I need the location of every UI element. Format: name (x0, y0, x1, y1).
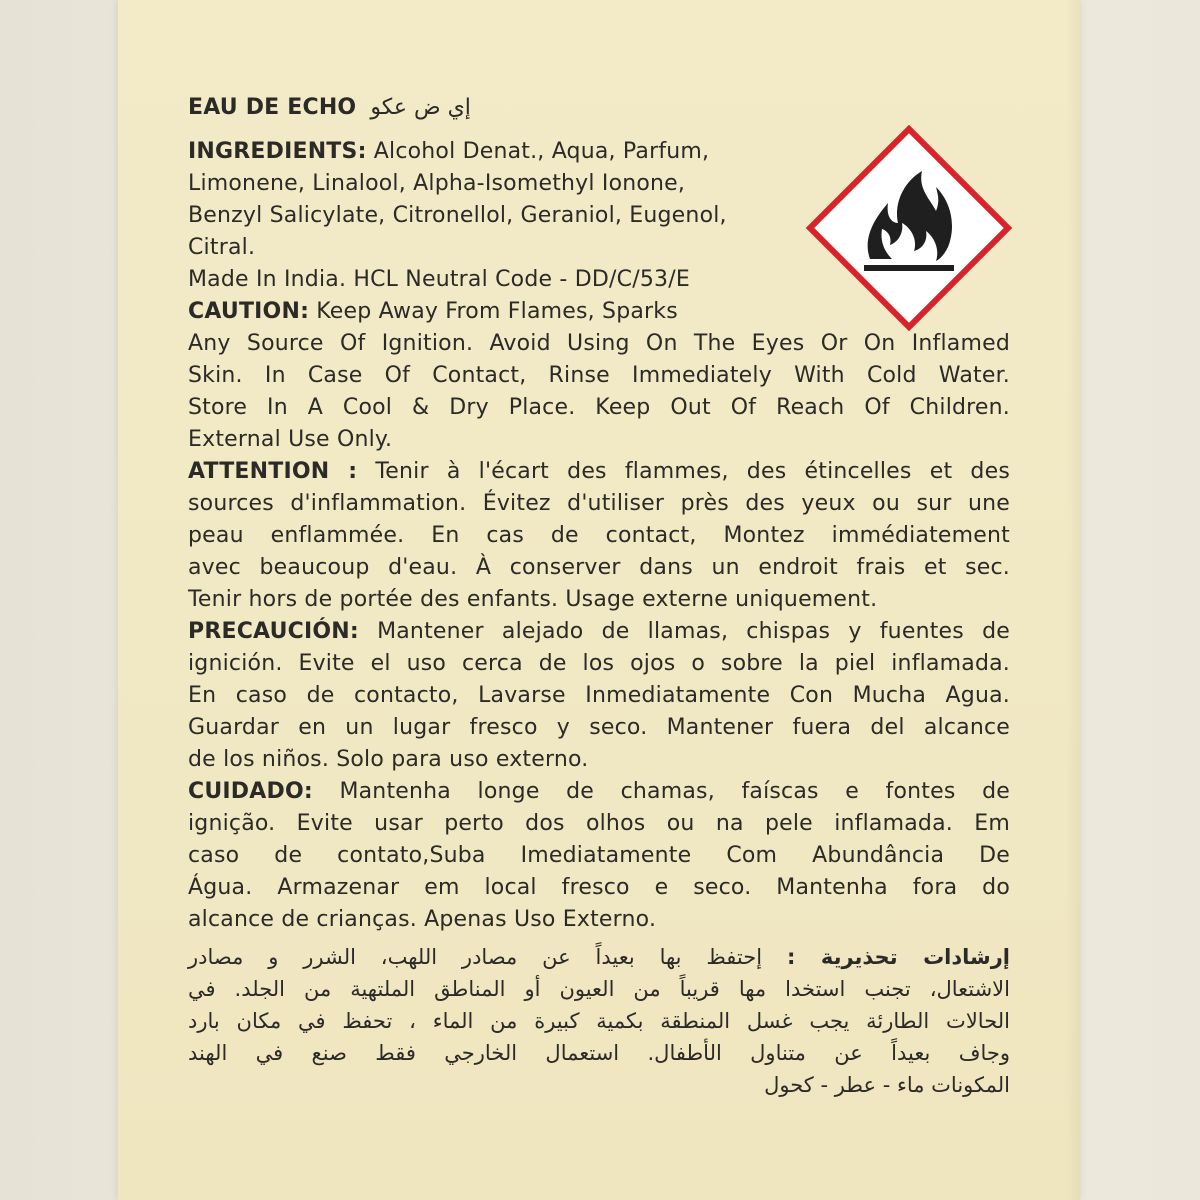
caution-en-line-4: Store In A Cool & Dry Place. Keep Out Of Reach Of Children. (188, 395, 1010, 420)
caution-pt-line-3: caso de contato,Suba Imediatamente Com Abundância De (188, 843, 1010, 868)
caution-en-first: Keep Away From Flames, Sparks (316, 299, 678, 324)
caution-en-line-1 (188, 296, 678, 328)
caution-es-line-5: de los niños. Solo para uso externo. (188, 747, 589, 772)
caution-pt-line-1 (188, 776, 1010, 808)
caution-es-label: PRECAUCIÓN: (188, 619, 359, 644)
caution-en-line-2: Any Source Of Ignition. Avoid Using On The Eyes Or On Inflamed (188, 331, 1010, 356)
caution-ar-line-1 (188, 941, 1010, 973)
caution-pt-line-2: ignição. Evite usar perto dos olhos ou na pele inflamada. Em (188, 811, 1010, 836)
flammable-hazard-icon (806, 125, 1012, 331)
caution-en-line-3: Skin. In Case Of Contact, Rinse Immediately With Cold Water. (188, 363, 1010, 388)
caution-es-line-1 (188, 616, 1010, 648)
product-name: EAU DE ECHO (188, 95, 357, 120)
ingredients-line-4: Citral. (188, 235, 256, 260)
caution-pt-line-4: Água. Armazenar em local fresco e seco. Mantenha fora do (188, 875, 1010, 900)
caution-ar-line-5: المكونات ماء - عطر - كحول (764, 1073, 1010, 1097)
ingredients-text: Alcohol Denat., Aqua, Parfum, (373, 139, 710, 164)
ingredients-line-3: Benzyl Salicylate, Citronellol, Geraniol, Eugenol, (188, 203, 727, 228)
origin-line: Made In India. HCL Neutral Code - DD/C/53/E (188, 267, 690, 292)
caution-fr-label: ATTENTION : (188, 459, 358, 484)
caution-ar-line-4: وجاف بعيداً عن متناول الأطفال. استعمال الخارجي فقط صنع في الهند (188, 1041, 1010, 1065)
caution-en-label: CAUTION: (188, 299, 310, 324)
product-name-arabic: إي ض عكو (370, 95, 471, 120)
caution-fr-line-5: Tenir hors de portée des enfants. Usage externe uniquement. (188, 587, 878, 612)
caution-ar-line-2: الاشتعال، تجنب استخدا مها قريباً من العيون أو المناطق الملتهية من الجلد. في (188, 977, 1010, 1001)
caution-pt-label: CUIDADO: (188, 779, 313, 804)
caution-pt-line-5: alcance de crianças. Apenas Uso Externo. (188, 907, 657, 932)
caution-fr-line-2: sources d'inflammation. Évitez d'utiliser près des yeux ou sur une (188, 491, 1010, 516)
caution-pt-first: Mantenha longe de chamas, faíscas e fontes de (339, 779, 1010, 804)
caution-en-line-5: External Use Only. (188, 427, 393, 452)
caution-ar-label: إرشادات تحذيرية : (786, 945, 1010, 969)
caution-fr-line-4: avec beaucoup d'eau. À conserver dans un endroit frais et sec. (188, 555, 1010, 580)
caution-fr-line-1 (188, 456, 1010, 488)
caution-ar-first: إحتفظ بها بعيداً عن مصادر اللهب، الشرر و مصادر (188, 945, 763, 969)
caution-fr-first: Tenir à l'écart des flammes, des étincelles et des (375, 459, 1010, 484)
caution-es-line-2: ignición. Evite el uso cerca de los ojos o sobre la piel inflamada. (188, 651, 1010, 676)
caution-es-line-3: En caso de contacto, Lavarse Inmediatamente Con Mucha Agua. (188, 683, 1010, 708)
ingredients-line-2: Limonene, Linalool, Alpha-Isomethyl Ionone, (188, 171, 686, 196)
caution-es-first: Mantener alejado de llamas, chispas y fuentes de (377, 619, 1010, 644)
caution-fr-line-3: peau enflammée. En cas de contact, Montez immédiatement (188, 523, 1010, 548)
caution-ar-line-3: الحالات الطارئة يجب غسل المنطقة بكمية كبيرة من الماء ، تحفظ في مكان بارد (188, 1009, 1010, 1033)
ingredients-line-1 (188, 136, 709, 168)
caution-es-line-4: Guardar en un lugar fresco y seco. Mantener fuera del alcance (188, 715, 1010, 740)
product-title (188, 92, 471, 124)
ingredients-label: INGREDIENTS: (188, 139, 367, 164)
